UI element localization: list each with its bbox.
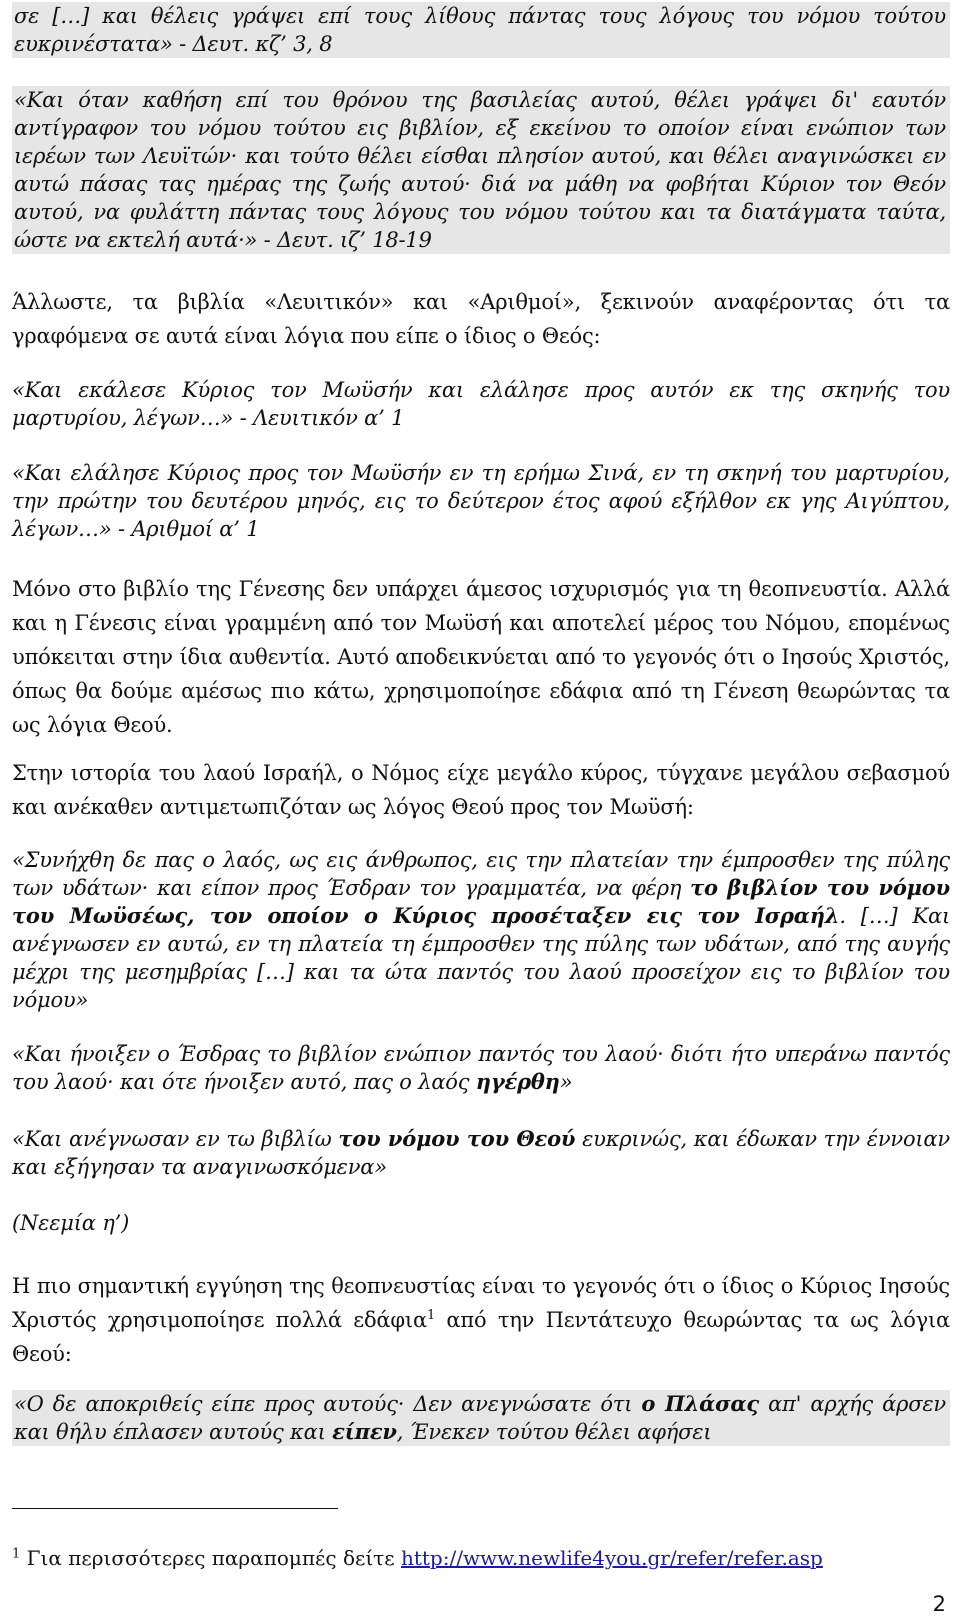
quote-text: «Και όταν καθήση επί του θρόνου της βασιλείας αυτού, θέλει γράψει δι' εαυτόν αντίγραφον του νόμου τούτου εις βιβλίον, εξ εκείνου το οποίον είναι ενώπιον των ιερέων των Λευϊτών· και τούτο θέλει είσθαι πλησίον αυτού, και θέλει αναγινώσκει εν αυτώ πάσας τας ημέρας της ζωής αυτού· διά να μάθη να φοβήται Κύριον τον Θεόν αυτού, να φυλάττη πάντας τους λόγους του νόμου τούτου και τα διατάγματα ταύτα, ώστε να εκτελή αυτά·» - Δευτ. ιζ’ 18-19	[14, 88, 946, 252]
quote-text: . […] Και ανέγνωσεν εν αυτώ, εν τη πλατεία τη έμπροσθεν της πύλης των υδάτων, από της αυγής μέχρι της μεσημβρίας […] και τα ώτα παντός του λαού προσείχον εις το βιβλίον του νόμου»	[12, 904, 950, 1012]
paragraph-text: Η πιο σημαντική εγγύηση της θεοπνευστίας είναι το γεγονός ότι ο ίδιος ο Κύριος Ιησούς Χριστός χρησιμοποίησε πολλά εδάφια	[12, 1274, 950, 1332]
paragraph-jesus	[12, 1269, 950, 1371]
quote-deuteronomy-17	[12, 86, 950, 254]
quote-text: «Και ήνοιξεν ο Έσδρας το βιβλίον ενώπιον παντός του λαού· διότι ήτο υπεράνω παντός του λαού· και ότε ήνοιξεν αυτό, πας ο λαός	[12, 1042, 950, 1094]
quote-text: »	[559, 1070, 573, 1094]
quote-text: «Συνήχθη δε πας ο λαός, ως εις άνθρωπος, εις την πλατείαν την έμπροσθεν της πύλης των υδάτων· και είπον προς Έσδραν τον γραμματέα, να φέρη	[12, 848, 950, 900]
quote-nehemiah-1	[12, 846, 950, 1014]
quote-emphasis: το βιβλίον του νόμου του Μωϋσέως, τον οποίον ο Κύριος προσέταξεν εις τον Ισραήλ	[12, 875, 950, 928]
quote-text: , Ένεκεν τούτου θέλει αφήσει	[396, 1420, 712, 1444]
quote-text: σε […] και θέλεις γράψει επί τους λίθους πάντας τους λόγους του νόμου τούτου ευκρινέστατα» - Δευτ. κζ’ 3, 8	[14, 4, 946, 56]
paragraph-text: Άλλωστε, τα βιβλία «Λευιτικόν» και «Αριθμοί», ξεκινούν αναφέροντας ότι τα γραφόμενα σε αυτά είναι λόγια που είπε ο ίδιος ο Θεός:	[12, 290, 950, 348]
quote-text: «Και ελάλησε Κύριος προς τον Μωϋσήν εν τη ερήμω Σινά, εν τη σκηνή του μαρτυρίου, την πρώτην του δευτέρου μηνός, εις το δεύτερον έτος αφού εξήλθον εκ γης Αιγύπτου, λέγων…» - Αριθμοί α’ 1	[12, 461, 950, 541]
quote-emphasis: είπεν	[332, 1419, 397, 1444]
footnote	[12, 1545, 950, 1571]
quote-nehemiah-2	[12, 1040, 950, 1096]
footnote-marker: 1	[12, 1546, 21, 1562]
reference-text: (Νεεμία η’)	[12, 1211, 130, 1235]
quote-text: «Ο δε αποκριθείς είπε προς αυτούς· Δεν ανεγνώσατε ότι	[14, 1392, 642, 1416]
quote-body	[12, 1390, 950, 1446]
paragraph-text: Μόνο στο βιβλίο της Γένεσης δεν υπάρχει άμεσος ισχυρισμός για τη θεοπνευστία. Αλλά και η Γένεσις είναι γραμμένη από τον Μωϋσή και αποτελεί μέρος του Νόμου, επομένως υπόκειται στην ίδια αυθεντία. Αυτό αποδεικνύεται από το γεγονός ότι ο Ιησούς Χριστός, όπως θα δούμε αμέσως πιο κάτω, χρησιμοποίησε εδάφια από τη Γένεση θεωρώντας τα ως λόγια Θεού.	[12, 577, 950, 737]
paragraph-genesis	[12, 572, 950, 742]
paragraph-israel	[12, 756, 950, 824]
quote-text: ευκρινώς, και έδωκαν την έννοιαν και εξήγησαν τα αναγινωσκόμενα»	[12, 1127, 950, 1179]
quote-nehemiah-3	[12, 1125, 950, 1181]
footnote-link[interactable]: http://www.newlife4you.gr/refer/refer.asp	[400, 1546, 823, 1570]
footnote-text: Για περισσότερες παραπομπές δείτε	[20, 1546, 401, 1570]
quote-emphasis: ο Πλάσας	[641, 1391, 759, 1416]
nehemiah-reference	[12, 1209, 950, 1237]
quote-matthew	[12, 1390, 950, 1446]
footnote-divider	[12, 1508, 338, 1509]
quote-text: απ' αρχής άρσεν και θήλυ έπλασεν αυτούς και	[14, 1392, 946, 1444]
paragraph-leviticus-numbers	[12, 285, 950, 353]
quote-text: «Και εκάλεσε Κύριος τον Μωϋσήν και ελάλησε προς αυτόν εκ της σκηνής του μαρτυρίου, λέγων…» - Λευιτικόν α’ 1	[12, 378, 950, 430]
quote-emphasis: του νόμου του Θεού	[338, 1126, 576, 1151]
quote-numbers	[12, 459, 950, 543]
paragraph-text: Στην ιστορία του λαού Ισραήλ, ο Νόμος είχε μεγάλο κύρος, τύγχανε μεγάλου σεβασμού και ανέκαθεν αντιμετωπιζόταν ως λόγος Θεού προς τον Μωϋσή:	[12, 761, 950, 819]
paragraph-text: από την Πεντάτευχο θεωρώντας τα ως λόγια Θεού:	[12, 1308, 950, 1366]
quote-deuteronomy-27	[12, 2, 950, 58]
quote-leviticus	[12, 376, 950, 432]
page-number: 2	[932, 1592, 946, 1616]
footnote-reference[interactable]: 1	[426, 1308, 436, 1323]
quote-emphasis: ηγέρθη	[475, 1069, 560, 1094]
quote-text: «Και ανέγνωσαν εν τω βιβλίω	[12, 1127, 339, 1151]
